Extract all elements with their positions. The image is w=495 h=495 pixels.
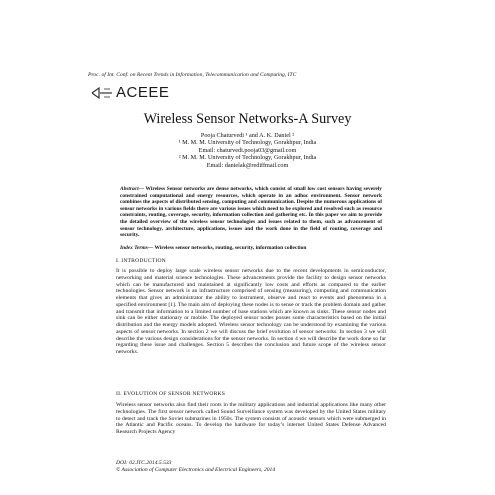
copyright: © Association of Computer Electronics and Electrical Engineers, 2014 — [116, 467, 276, 473]
aceee-logo-icon — [90, 86, 114, 100]
author-block — [0, 132, 495, 169]
aceee-logo — [90, 82, 200, 104]
doi: DOI: 02.ITC.2014.5.533 — [116, 460, 172, 466]
abstract — [120, 186, 382, 239]
email-1: Email: chaturvedi.pooja03@gmail.com — [198, 146, 297, 154]
affiliation-2: ² M. M. M. University of Technology, Gorakhpur, India — [178, 154, 317, 162]
section-paragraph-evolution: Wireless sensor networks also find their roots in the military applications and industrial applications like many other technologies. The first sensor network called Sound Surveillance system was developed by the United States military to detect and track the Soviet submarines in 1950s. The system consists of acoustic sensors which were submerged in the Atlantic and Pacific oceans. To develop the hardware for today’s internet United States Defense Advanced Research Projects Agency — [116, 402, 386, 435]
aceee-logo-text: ACEEE — [116, 84, 170, 101]
email-2: Email: danielak@rediffmail.com — [206, 161, 289, 169]
index-terms — [120, 245, 382, 251]
section-heading-evolution: II. EVOLUTION OF SENSOR NETWORKS — [116, 391, 226, 397]
abstract-body: Wireless Sensor networks are dense networks, which consist of small low cost sensors having severely constrained computational and energy resources, which operate in an adhoc environment. Sensor network combines the aspects of distributed sensing, computing and communication. Despite the numerous applications of sensor networks in various fields there are various issues which need to be explored and resolved such as resource constraints, routing, coverage, security, information collection and gathering etc. In this paper we aim to provide the detailed overview of the wireless sensor technologies and issues related to them, such as advancement of sensor technology, architecture, applications, issues and the work done in the field of routing, coverage and security. — [120, 186, 382, 239]
abstract-lead: Abstract— — [120, 186, 144, 192]
section-paragraph-introduction: It is possible to deploy large scale wireless sensor networks due to the recent developments in semiconductor, networking and material science technologies. These advancements provide the facility to design sensor networks which can be manufactured and maintained at significantly low costs and efforts as compared to the earlier technologies. Sensor network is an infrastructure comprised of sensing (measuring), computing and communication elements that gives an administrator the ability to instrument, observe and react to events and phenomena in a specified environment [1]. The main aim of deploying these nodes is to sense or track the problem domain and gather and transmit that information to a limited number of base stations which are known as sinks. These sensor nodes and sink can be either stationary or mobile. The deployed sensor nodes posses some characteristics based on the initial distribution and the energy models adopted. Wireless sensor technology can be understood by examining the various aspects of sensor networks. In section 2 we will discuss the brief evolution of sensor networks. In section 3 we will describe the various design considerations for the sensor networks. In section 4 we will describe the work done so far regarding these issue and challenges. Section 5 describes the conclusion and future scope of the wireless sensor networks. — [116, 268, 386, 355]
footer — [116, 460, 386, 474]
author-names: Pooja Chaturvedi ¹ and A. K. Daniel ² — [200, 132, 295, 139]
index-terms-body: Wireless sensor networks, routing, security, information collection — [153, 245, 307, 251]
index-terms-lead: Index Terms— — [120, 245, 154, 251]
section-heading-introduction: I. INTRODUCTION — [116, 258, 166, 264]
paper-title: Wireless Sensor Networks-A Survey — [143, 111, 352, 127]
affiliation-1: ¹ M. M. M. University of Technology, Gorakhpur, India — [178, 139, 317, 147]
conference-citation: Proc. of Int. Conf. on Recent Trends in Information, Telecommunication and Computing, ITC — [88, 72, 297, 78]
